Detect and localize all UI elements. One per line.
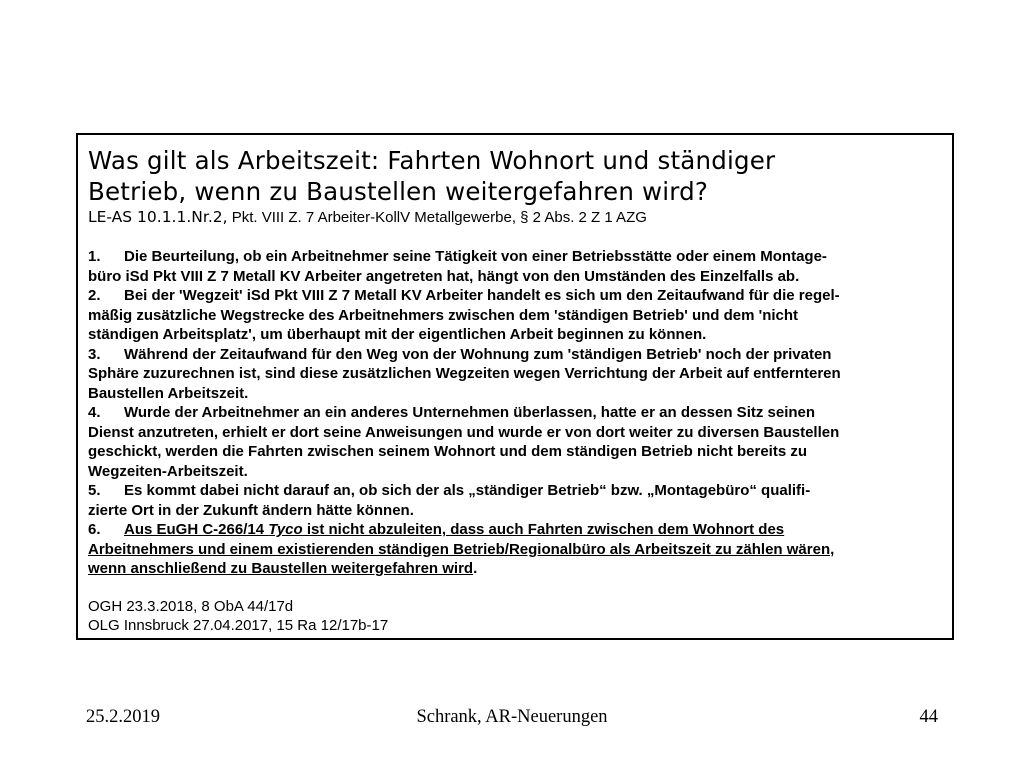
footer-author-title: Schrank, AR-Neuerungen	[416, 707, 608, 727]
paragraph-4-line-1	[88, 403, 944, 423]
paragraph-6-line-3	[88, 559, 944, 579]
paragraph-number: 2.	[88, 287, 101, 304]
paragraph-text: ständigen Arbeitsplatz', um überhaupt mit der eigentlichen Arbeit beginnen zu können.	[88, 326, 707, 343]
paragraph-number: 6.	[88, 521, 101, 538]
paragraph-3-line-3	[88, 384, 944, 404]
paragraph-6-case-name: Tyco	[268, 521, 303, 538]
paragraph-number: 4.	[88, 404, 101, 421]
paragraph-text: Die Beurteilung, ob ein Arbeitnehmer seine Tätigkeit von einer Betriebsstätte oder einem Montage-	[124, 248, 827, 265]
paragraph-4-line-4	[88, 462, 944, 482]
slide-title-line-1: Was gilt als Arbeitszeit: Fahrten Wohnort und ständiger	[88, 146, 776, 175]
paragraph-5-line-2	[88, 501, 944, 521]
paragraph-1-line-2	[88, 267, 944, 287]
paragraph-text: zierte Ort in der Zukunft ändern hätte können.	[88, 501, 414, 519]
paragraph-number: 5.	[88, 482, 101, 499]
paragraph-1-line-1	[88, 247, 944, 267]
paragraph-text: Bei der 'Wegzeit' iSd Pkt VIII Z 7 Metall KV Arbeiter handelt es sich um den Zeitaufwand für die regel-	[124, 287, 840, 304]
reference-code: LE-AS 10.1.1.Nr.2,	[88, 208, 228, 226]
paragraph-2-line-1	[88, 286, 944, 306]
paragraph-4-line-2	[88, 423, 944, 443]
paragraph-2-line-3	[88, 325, 944, 345]
paragraph-text: büro iSd Pkt VIII Z 7 Metall KV Arbeiter angetreten hat, hängt von den Umständen des Einzelfalls ab.	[88, 267, 800, 285]
footer-page-number: 44	[919, 707, 938, 727]
paragraph-2-line-2	[88, 306, 944, 326]
paragraph-text: Wurde der Arbeitnehmer an ein anderes Unternehmen überlassen, hatte er an dessen Sitz seinen	[124, 404, 816, 421]
paragraph-text: Dienst anzutreten, erhielt er dort seine Anweisungen und wurde er von dort weiter zu diversen Baustellen	[88, 423, 840, 441]
paragraph-6-line-1	[88, 520, 944, 540]
spacer	[88, 579, 944, 597]
paragraph-text: geschickt, werden die Fahrten zwischen seinem Wohnort und dem ständigen Betrieb nicht bereits zu	[88, 443, 808, 460]
paragraph-6-text-a: Aus EuGH C-266/14	[124, 521, 269, 538]
paragraph-4-line-3	[88, 442, 944, 462]
paragraph-text: mäßig zusätzliche Wegstrecke des Arbeitnehmers zwischen dem 'ständigen Betrieb' und dem 'nicht	[88, 306, 799, 324]
paragraph-6-text-line-3: wenn anschließend zu Baustellen weitergefahren wird	[88, 560, 474, 577]
reference-text: Pkt. VIII Z. 7 Arbeiter-KollV Metallgewerbe, § 2 Abs. 2 Z 1 AZG	[227, 209, 647, 226]
reference-line	[88, 207, 944, 228]
paragraph-6-text-b: ist nicht abzuleiten, dass auch Fahrten zwischen dem Wohnort des	[302, 521, 785, 538]
paragraph-3-line-1	[88, 345, 944, 365]
paragraph-text: Sphäre zuzurechnen ist, sind diese zusätzlichen Wegzeiten wegen Verrichtung der Arbeit auf entfernteren	[88, 365, 841, 382]
paragraph-list	[88, 247, 944, 520]
source-citation-1: OGH 23.3.2018, 8 ObA 44/17d	[88, 597, 294, 615]
paragraph-6-line-2	[88, 540, 944, 560]
paragraph-5-line-1	[88, 481, 944, 501]
paragraph-text: Baustellen Arbeitszeit.	[88, 384, 249, 402]
paragraph-6-text-line-2: Arbeitnehmers und einem existierenden ständigen Betrieb/Regionalbüro als Arbeitszeit zu zählen wären,	[88, 540, 835, 558]
paragraph-text: Während der Zeitaufwand für den Weg von der Wohnung zum 'ständigen Betrieb' noch der privaten	[124, 345, 832, 363]
paragraph-text: Es kommt dabei nicht darauf an, ob sich der als „ständiger Betrieb“ bzw. „Montagebüro“ qualifi-	[124, 482, 811, 499]
content-box	[76, 133, 954, 640]
paragraph-3-line-2	[88, 364, 944, 384]
paragraph-6-period: .	[473, 560, 478, 577]
source-citation-2: OLG Innsbruck 27.04.2017, 15 Ra 12/17b-17	[88, 617, 389, 634]
slide-title-line-2: Betrieb, wenn zu Baustellen weitergefahren wird?	[88, 177, 709, 206]
spacer	[88, 228, 944, 247]
content-inner	[88, 145, 944, 636]
paragraph-number: 1.	[88, 248, 101, 265]
footer-date: 25.2.2019	[86, 707, 160, 727]
paragraph-number: 3.	[88, 345, 101, 363]
paragraph-text: Wegzeiten-Arbeitszeit.	[88, 462, 248, 480]
